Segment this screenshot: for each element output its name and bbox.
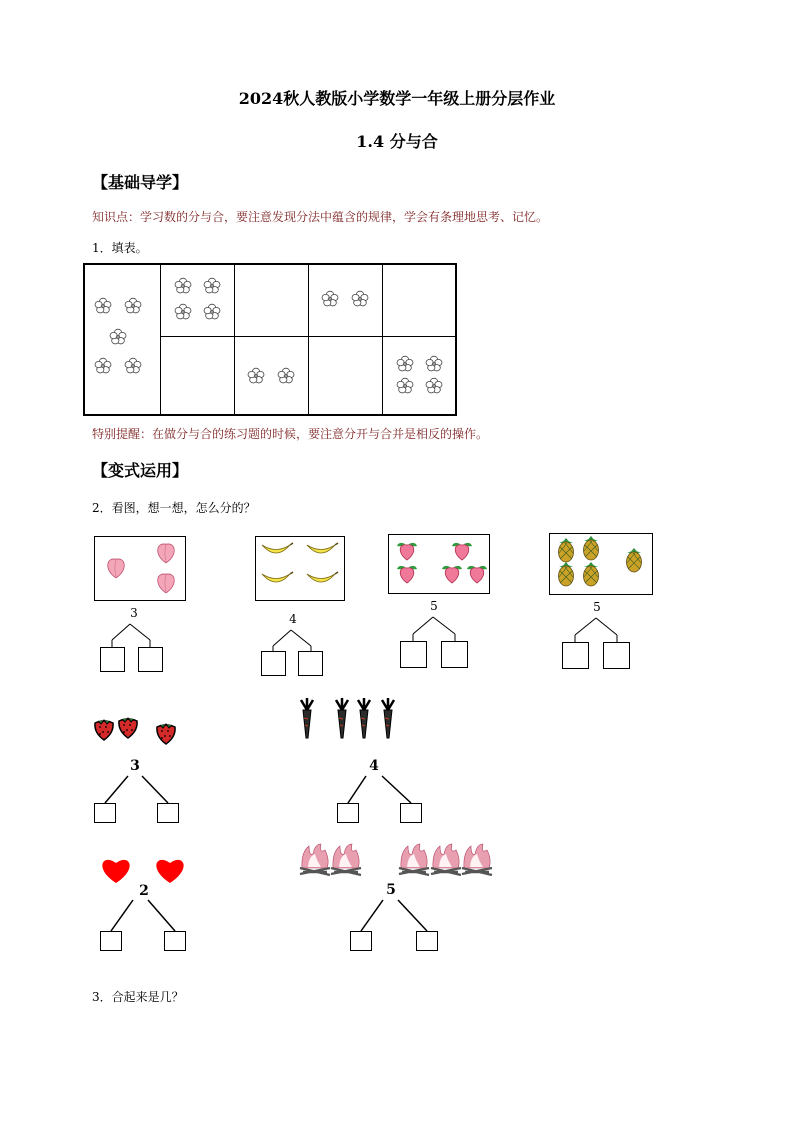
section-heading-practice: 【变式运用】 [92,461,189,480]
total-number: 2 [139,883,149,899]
total-number: 4 [369,758,379,774]
section-heading-basics: 【基础导学】 [92,173,189,192]
special-reminder: 特别提醒：在做分与合的练习题的时候，要注意分开与合并是相反的操作。 [92,427,489,441]
strawberry-icon [95,720,113,740]
heart-icon [156,860,183,883]
knowledge-point: 知识点：学习数的分与合，要注意发现分法中蕴含的规律，学会有条理地思考、记忆。 [92,210,549,224]
campfire-icon [462,844,492,875]
lesson-subtitle: 1.4 分与合 [356,132,438,151]
banana-icon [262,572,293,582]
strawberry-icon [119,718,137,738]
pineapple-icon [627,548,642,572]
pineapple-icon [584,562,599,586]
question-2-label: 2．看图，想一想，怎么分的？ [92,501,256,515]
heart-icon [102,860,129,883]
banana-icon [262,543,293,553]
question-3-label: 3．合起来是几？ [92,990,184,1004]
pineapple-icon [559,562,574,586]
pineapple-icon [584,536,599,560]
carrot-icon [336,698,348,738]
campfire-icon [300,844,330,875]
peach-icon [397,543,417,560]
total-number: 3 [130,606,138,620]
pineapple-icon [559,538,574,562]
peach-icon [452,543,472,560]
peach-icon [108,559,125,578]
total-number: 5 [386,882,396,898]
peach-icon [442,566,462,583]
peach-icon [397,566,417,583]
carrot-icon [301,698,313,738]
banana-icon [307,543,338,553]
strawberry-icon [157,724,175,744]
carrot-icon [358,698,370,738]
banana-icon [307,572,338,582]
total-number: 5 [593,600,601,614]
total-number: 4 [289,612,297,626]
question-1-label: 1．填表。 [92,241,148,255]
document-title: 2024秋人教版小学数学一年级上册分层作业 [238,89,556,108]
peach-icon [467,566,487,583]
campfire-icon [399,844,429,875]
carrot-icon [382,698,394,738]
campfire-icon [431,844,461,875]
peach-icon [158,544,175,563]
total-number: 3 [130,758,140,774]
peach-icon [158,574,175,593]
total-number: 5 [430,599,438,613]
campfire-icon [331,844,361,875]
